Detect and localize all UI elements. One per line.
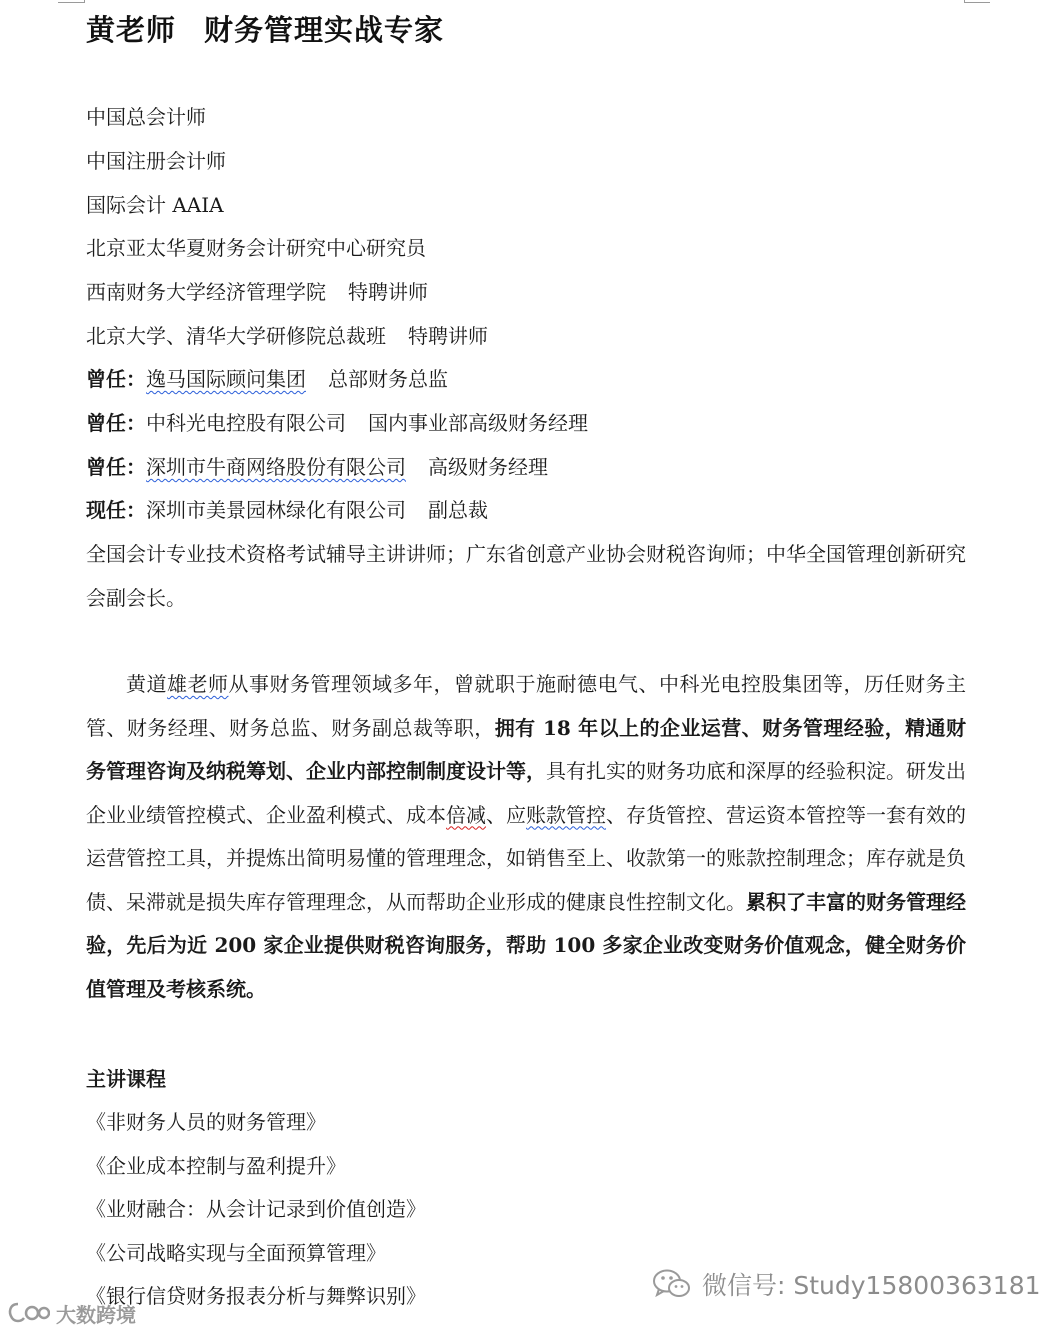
bio-text: 从事财务管理领域多年，曾就职于施耐德电气、中科光电控股集团等，历任财务主管、财务经理、财务总监、财务副总裁等职， [86,672,966,740]
courses-heading-text: 主讲课程 [86,1067,166,1091]
crop-mark-top-right-h [964,2,990,3]
position-org: 中科光电控股有限公司 [146,411,346,435]
position-label: 现任： [86,498,146,522]
position-line [86,496,488,524]
course-item: 《企业成本控制与盈利提升》 [86,1154,346,1178]
position-org: 深圳市美景园林绿化有限公司 [146,498,406,522]
bio-text: 、存货管控、营运资本管控等一套有效的运营管控工具，并提炼出简明易懂的管理理念，如销售至上、收款第一的账款控制理念；库存就是负债、呆滞就是损失库存管理理念，从而帮助企业形成的健康良性控制文化。 [86,802,966,914]
courses-heading [86,1065,166,1093]
brand-name-text: 大数跨境 [56,1302,136,1327]
position-role: 高级财务经理 [428,455,548,479]
course-item: 《业财融合：从会计记录到价值创造》 [86,1197,426,1221]
brand-logo-icon [6,1300,50,1326]
crop-mark-top-right-v [964,0,965,3]
bio-paragraph [86,663,966,1011]
crop-mark-top-left-v [84,0,85,3]
title-name: 黄老师 [86,13,177,47]
bio-text-flagged: 雄老师 [167,672,229,696]
bio-text-flagged: 账款管控 [526,802,606,827]
credential-line: 国际会计 AAIA [86,193,224,217]
additional-roles-paragraph: 全国会计专业技术资格考试辅导主讲讲师；广东省创意产业协会财税咨询师；中华全国管理创新研究会副会长。 [86,542,966,610]
position-line [86,409,588,437]
position-org: 深圳市牛商网络股份有限公司 [146,455,406,479]
position-label: 曾任： [86,455,146,479]
credential-line: 北京亚太华夏财务会计研究中心研究员 [86,236,426,260]
bio-text-bold: 拥有 18 年以上的企业运营、财务管理经验，精通财务管理咨询及纳税筹划、企业内部控制制度设计等， [86,715,966,783]
wechat-id-text: 微信号: Study15800363181 [702,1271,1041,1300]
position-label: 曾任： [86,411,146,435]
brand-watermark [6,1296,136,1330]
bio-text: 黄道 [126,672,167,696]
position-org: 逸马国际顾问集团 [146,367,306,391]
bio-text: 、应 [486,802,526,827]
position-line [86,453,548,481]
lecturer-role-line [86,278,428,306]
lecturer-role: 特聘讲师 [408,324,488,348]
position-role: 副总裁 [428,498,488,522]
lecturer-org: 北京大学、清华大学研修院总裁班 [86,324,386,348]
wechat-icon [652,1267,692,1301]
course-item: 《公司战略实现与全面预算管理》 [86,1241,386,1265]
position-role: 国内事业部高级财务经理 [368,411,588,435]
page-title [86,8,444,49]
position-line [86,365,448,393]
bio-text: 具有扎实的财务功底和深厚的经验积淀。研发出企业业绩管控模式、企业盈利模式、成本 [86,759,966,827]
lecturer-role-line [86,322,488,350]
crop-mark-top-left-h [58,2,84,3]
wechat-watermark [652,1264,1041,1304]
course-item: 《非财务人员的财务管理》 [86,1110,326,1134]
course-item: 《银行信贷财务报表分析与舞弊识别》 [86,1284,426,1308]
lecturer-org: 西南财务大学经济管理学院 [86,280,326,304]
lecturer-role: 特聘讲师 [348,280,428,304]
title-role: 财务管理实战专家 [204,13,445,47]
position-label: 曾任： [86,367,146,391]
position-role: 总部财务总监 [328,367,448,391]
bio-text-flagged: 倍减 [446,802,486,827]
credential-line: 中国总会计师 [86,105,206,129]
credential-line: 中国注册会计师 [86,149,226,173]
bio-text-bold: 累积了丰富的财务管理经验，先后为近 200 家企业提供财税咨询服务，帮助 100 多家企业改变财务价值观念，健全财务价值管理及考核系统。 [86,889,966,1001]
